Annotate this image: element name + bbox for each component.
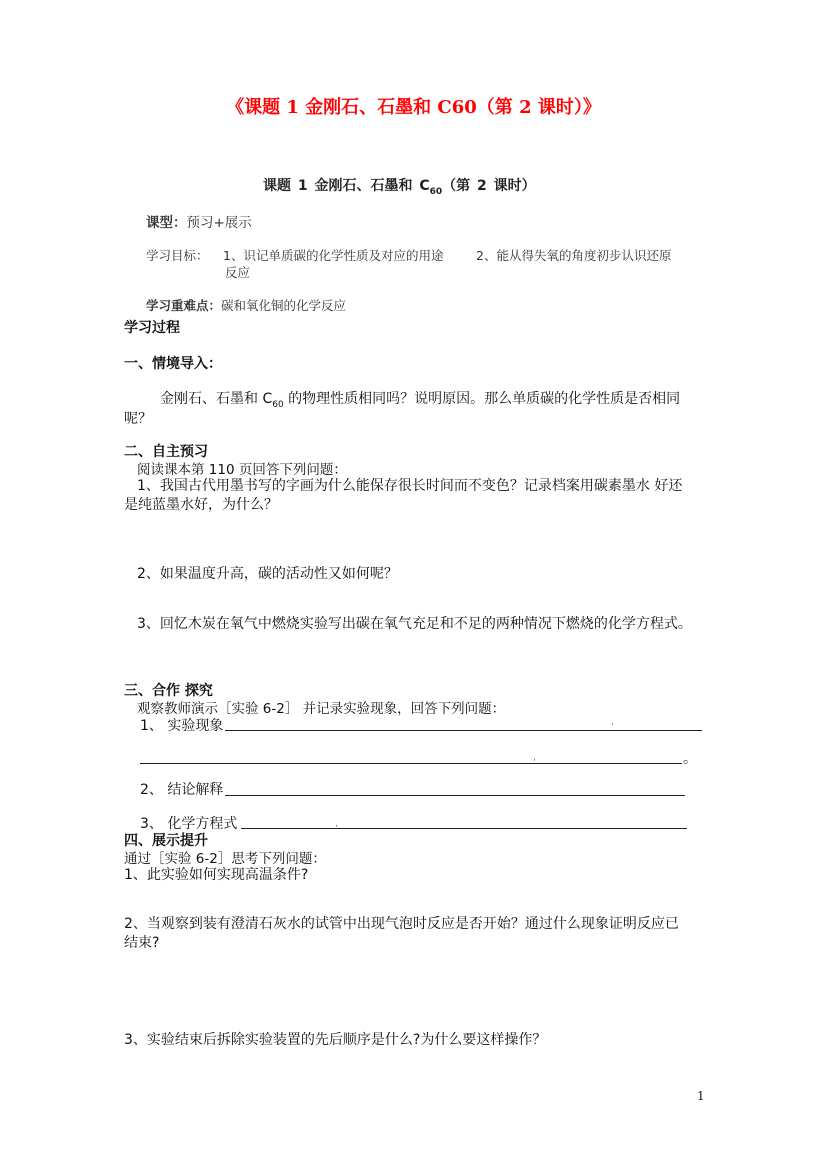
section-4-question-2: 2、当观察到装有澄清石灰水的试管中出现气泡时反应是否开始？通过什么现象证明反应已	[124, 916, 679, 932]
page-number: 1	[697, 1089, 705, 1103]
learning-goal-1-continued: 反应	[225, 265, 251, 280]
scan-mark: ,	[335, 819, 338, 829]
main-title: 《课题 1 金刚石、石墨和 C60（第 2 课时）》	[226, 97, 601, 118]
section-1-text-b: 的物理性质相同吗？说明原因。那么单质碳的化学性质是否相同	[283, 391, 681, 407]
lesson-type-label: 课型：	[146, 215, 187, 231]
section-2-question-2: 2、如果温度升高，碳的活动性又如何呢？	[137, 566, 398, 582]
learning-goal-2: 2、能从得失氧的角度初步认识还原	[476, 248, 672, 263]
item-3-answer-line[interactable]	[241, 828, 687, 829]
sub-title	[263, 175, 536, 197]
section-3-item-2-label: 2、 结论解释	[140, 782, 224, 798]
section-2-title: 二、自主预习	[124, 444, 208, 460]
section-3-item-1-label: 1、 实验现象	[140, 718, 224, 734]
scan-mark: ,	[611, 717, 614, 727]
learning-goal-1: 1、识记单质碳的化学性质及对应的用途	[223, 248, 444, 263]
section-2-question-3: 3、回忆木炭在氧气中燃烧实验写出碳在氧气充足和不足的两种情况下燃烧的化学方程式。	[137, 616, 692, 632]
section-4-question-1: 1、此实验如何实现高温条件?	[124, 867, 309, 883]
item-1-end-mark: 。	[683, 751, 697, 767]
section-2-question-1-continued: 是纯蓝墨水好，为什么？	[124, 497, 278, 513]
section-4-intro: 通过［实验 6-2］思考下列问题：	[124, 851, 326, 867]
section-4-question-2-continued: 结束?	[124, 935, 160, 951]
item-1-answer-line-1[interactable]	[225, 730, 702, 731]
lesson-type-value: 预习+展示	[186, 215, 252, 231]
sub-title-suffix: （第 2 课时）	[442, 178, 536, 194]
key-points-value: 碳和氧化铜的化学反应	[221, 298, 347, 313]
section-4-question-3: 3、实验结束后拆除实验装置的先后顺序是什么?为什么要这样操作？	[124, 1032, 547, 1048]
item-1-answer-line-2[interactable]	[140, 763, 682, 764]
section-1-question	[160, 388, 680, 410]
section-1-title: 一、情境导入：	[124, 356, 222, 372]
key-points	[146, 296, 346, 314]
section-1-text-a: 金刚石、石墨和 C	[160, 391, 273, 407]
section-4-title: 四、展示提升	[124, 833, 208, 849]
section-1-subscript: 60	[272, 399, 284, 410]
section-2-question-1: 1、我国古代用墨书写的字画为什么能保存很长时间而不变色？记录档案用碳素墨水 好还	[137, 478, 683, 494]
sub-title-prefix: 课题 1 金刚石、石墨和 C	[263, 178, 430, 194]
section-2-intro: 阅读课本第 110 页回答下列问题：	[137, 462, 347, 478]
section-3-item-3-label: 3、 化学方程式	[140, 816, 238, 832]
section-3-intro: 观察教师演示［实验 6-2］ 并记录实验现象，回答下列问题：	[137, 701, 506, 717]
section-learning-process: 学习过程	[124, 320, 180, 336]
lesson-type	[146, 211, 252, 231]
scan-mark: ,	[533, 753, 536, 763]
section-1-question-continued: 呢？	[124, 411, 152, 427]
item-2-answer-line[interactable]	[225, 795, 685, 796]
learning-goal-label: 学习目标：	[146, 248, 209, 263]
sub-title-subscript: 60	[429, 186, 443, 197]
key-points-label: 学习重难点：	[146, 298, 222, 313]
section-3-title: 三、合作 探究	[124, 683, 213, 699]
